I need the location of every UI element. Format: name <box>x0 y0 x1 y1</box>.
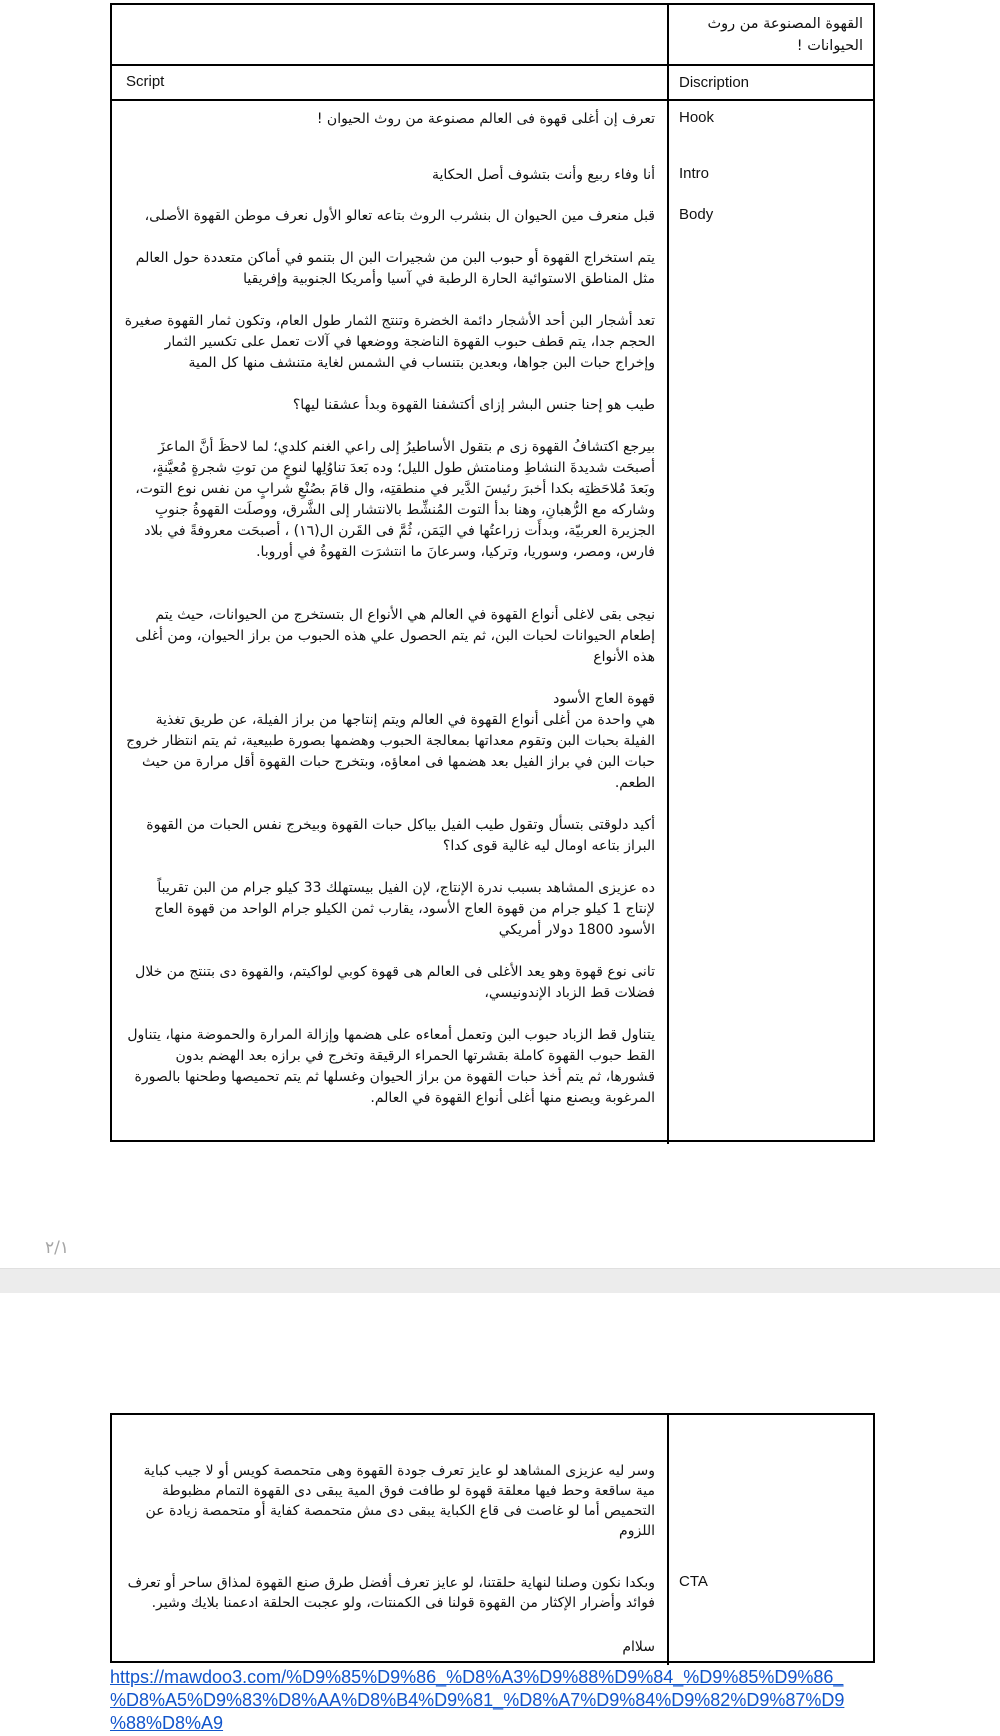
section-label-empty <box>669 1415 873 1565</box>
script-paragraph: تعرف إن أغلى قهوة فى العالم مصنوعة من روث الحيوان ! <box>316 111 655 127</box>
script-paragraph: وسر ليه عزيزى المشاهد لو عايز تعرف جودة القهوة وهى متحمصة كويس أو لا جيب كباية مية ساقعة وحط فيها معلقة قهوة لو طافت فوق المية يبقى دى القهوة التمام مظبوطة التحميص أما لو غاصت فى قاع الكباية يبقى دى مش متحمصة كفاية أو متحمصة زيادة عن اللزوم <box>143 1463 655 1539</box>
source-link-block <box>110 1666 990 1735</box>
section-label-body: Body <box>679 206 714 223</box>
cta-script-cell <box>112 1565 669 1665</box>
source-link[interactable] <box>110 1666 990 1735</box>
script-paragraph: يتم استخراج القهوة أو حبوب البن من شجيرات البن ال بتنمو في أماكن متعددة حول العالم مثل المناطق الاستوائية الحارة الرطبة في آسيا وأمريكا الجنوبية وإفريقيا <box>135 250 655 287</box>
script-paragraph: قبل منعرف مين الحيوان ال بنشرب الروث بتاعه تعالو الأول نعرف موطن القهوة الأصلى، <box>144 208 655 224</box>
video-title: القهوة المصنوعة من روث الحيوانات ! <box>707 16 863 54</box>
body-script-cell <box>112 198 669 1144</box>
script-table-page1 <box>110 3 875 1142</box>
script-paragraph: طيب هو إحنا جنس البشر إزاى أكتشفنا القهوة وبدأ عشقنا ليها؟ <box>292 397 655 413</box>
script-paragraph: تانى نوع قهوة وهو يعد الأغلى فى العالم هى قهوة كوبي لواكيتم، والقهوة دى بتنتج من خلال فضلات قط الزباد الإندونيسي، <box>135 964 655 1001</box>
tip-script-cell <box>112 1415 669 1565</box>
script-paragraph: ده عزيزى المشاهد بسبب ندرة الإنتاج، لإن الفيل بيستهلك 33 كيلو جرام من البن تقريباً لإنتاج 1 كيلو جرام من قهوة العاج الأسود، يقارب ثمن الكيلو جرام الواحد من قهوة العاج الأسود 1800 دولار أمريكي <box>154 880 655 938</box>
script-paragraph: هي واحدة من أغلى أنواع القهوة في العالم ويتم إنتاجها من براز الفيلة، عن طريق تغذية الفيلة بحبات البن وتقوم معداتها بمعالجة الحبوب وهضمها بصورة طبيعية، ثم يتم انتظار خروج حبات البن في براز الفيل بعد هضمها فى امعاؤه، وبتخرج حبات القهوة أقل مرارة من حيث الطعم. <box>126 712 655 791</box>
section-row-cta <box>112 1565 873 1665</box>
page-break-separator <box>0 1268 1000 1293</box>
section-label-cta: CTA <box>679 1573 708 1590</box>
script-paragraph: أنا وفاء ربيع وأنت بتشوف أصل الحكاية <box>431 167 655 183</box>
section-row-body <box>112 198 873 1144</box>
link-line[interactable]: https://mawdoo3.com/%D9%85%D9%86_%D8%A3%D9%88%D9%84_%D9%85%D9%86_ <box>110 1667 844 1687</box>
script-paragraph: قهوة العاج الأسود <box>553 691 655 707</box>
table-title-row <box>112 5 873 66</box>
link-line[interactable]: %88%D8%A9 <box>110 1713 224 1733</box>
section-label-hook: Hook <box>679 109 715 126</box>
script-paragraph: نيجى بقى لاغلى أنواع القهوة في العالم هي الأنواع ال بتستخرج من الحيوانات، حيث يتم إطعام الحيوانات لحبات البن، ثم يتم الحصول علي هذه الحبوب من براز الحيوان، ومن أغلى هذه الأنواع <box>135 607 655 665</box>
title-row-empty-cell <box>112 5 669 64</box>
section-row-hook <box>112 101 873 157</box>
script-paragraph: وبكدا نكون وصلنا لنهاية حلقتنا، لو عايز تعرف أفضل طرق صنع القهوة لمذاق ساحر أو تعرف فوائد وأضرار الإكثار من القهوة قولنا فى الكمنتات، ولو عجبت الحلقة ادعمنا بلايك وشير. <box>127 1575 655 1611</box>
section-row-intro <box>112 157 873 198</box>
script-table-page2 <box>110 1413 875 1663</box>
script-paragraph: أكيد دلوقتى بتسأل وتقول طيب الفيل بياكل حبات القهوة وبيخرج نفس الحبات من القهوة البراز بتاعه اومال ليه غالية قوى كدا؟ <box>146 817 655 854</box>
intro-script-cell <box>112 157 669 198</box>
section-row-tip <box>112 1415 873 1565</box>
page-number: ٢/١ <box>45 1238 69 1258</box>
script-paragraph: يتناول قط الزباد حبوب البن وتعمل أمعاءه على هضمها وإزالة المرارة والحموضة منها، يتناول القط حبوب القهوة كاملة بقشرتها الحمراء الرقيقة وتخرج في برازه بعد الهضم بدون قشورها، ثم يتم أخذ حبات القهوة من براز الحيوان وغسلها ثم يتم تحميصها وطحنها بالصورة المرغوبة ويصنع منها أغلى أنواع القهوة في العالم. <box>127 1027 655 1106</box>
link-line[interactable]: %D8%A5%D9%83%D8%AA%D8%B4%D9%81_%D8%A7%D9%84%D9%82%D9%87%D9 <box>110 1690 845 1710</box>
hook-script-cell <box>112 101 669 157</box>
column-header-script: Script <box>112 66 669 99</box>
table-header-row <box>112 66 873 101</box>
script-paragraph: بيرجع اكتشافُ القهوة زى م بتقول الأساطيرُ إلى راعي الغنم كلدي؛ لما لاحظَ أنَّ الماعزَ أصبحَت شديدةَ النشاطِ ومنامتش طول الليل؛ وده بَعدَ تناوُلِها لنوعٍ من توتِ شجرةٍ مُعيَّنةٍ، وبَعدَ مُلاحَظتِه بكدا أخبرَ رئيسَ الدَّير في منطقتِه، وال قامَ بصُنْعِ شرابٍ من نفس نوع التوت، وشاركه مع الرُّهبانِ، وهنا بدأ التوت المُنشِّط بالانتشار إلى الشَّرق، ووصلَت القهوةُ جنوبِ الجزيرة العربيّة، وبدأَت زراعتُها في اليَمَن، ثُمَّ فى القَرن ال(١٦) ، أصبحَت معروفةً في بلاد فارس، ومصر، وسوريا، وتركيا، وسرعانَ ما انتشرَت القهوةُ في أوروبا. <box>135 439 655 560</box>
section-label-intro: Intro <box>679 165 710 182</box>
column-header-description: Discription <box>679 74 750 91</box>
script-paragraph: سلاام <box>622 1639 655 1655</box>
script-paragraph: تعد أشجار البن أحد الأشجار دائمة الخضرة وتنتج الثمار طول العام، وتكون ثمار القهوة صغيرة الحجم جدا، يتم قطف حبوب القهوة الناضجة ووضعها في آلات تعمل على تكسير الثمار وإخراج حبات البن جواها، وبعدين بتنساب في الشمس لغاية متنشف منها كل المية <box>124 313 655 371</box>
